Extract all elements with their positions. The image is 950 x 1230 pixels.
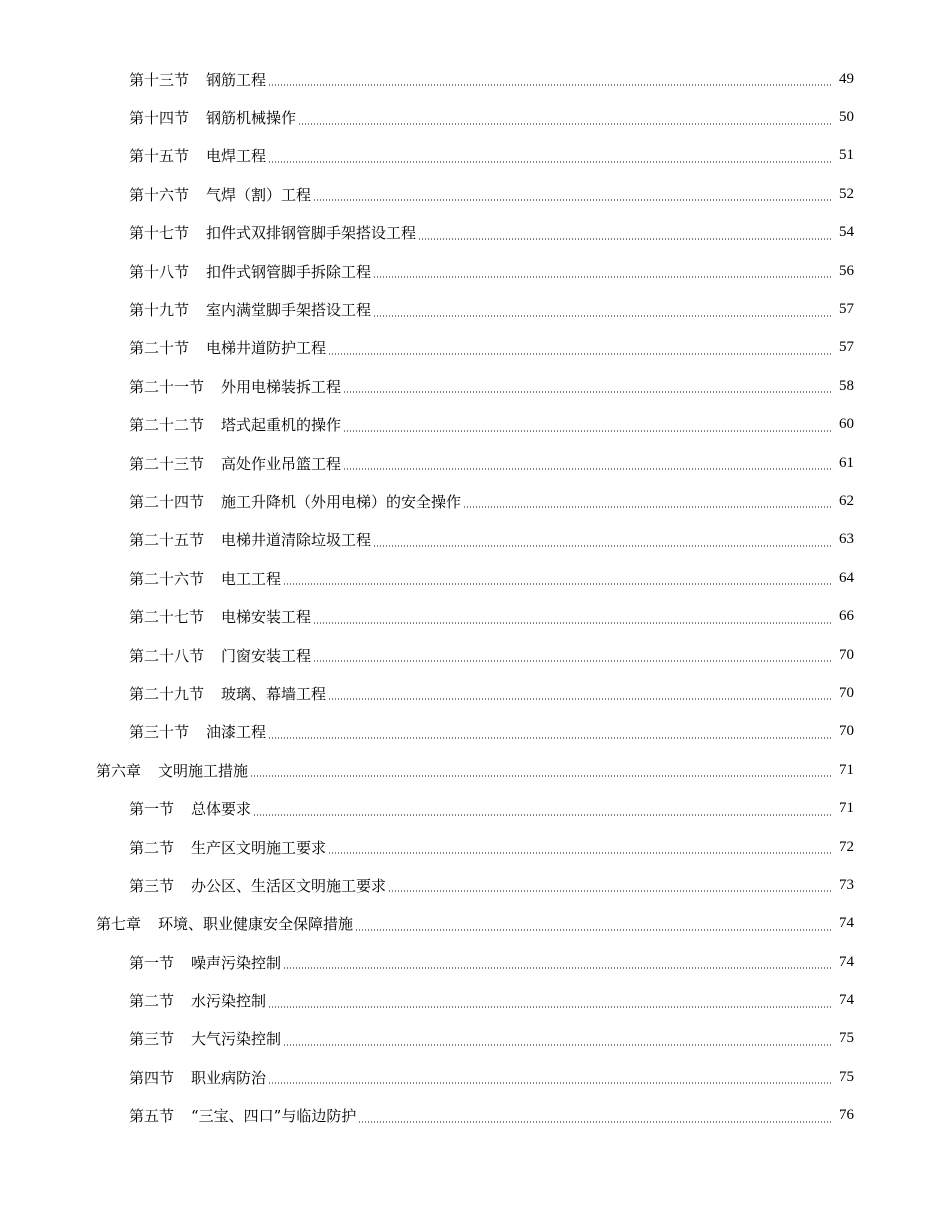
toc-page-number: 61 xyxy=(839,454,854,471)
toc-entry-number: 第六章 xyxy=(96,761,142,780)
toc-page-number: 56 xyxy=(839,262,854,279)
toc-section-entry[interactable] xyxy=(0,137,950,175)
toc-dot-leader xyxy=(358,1121,832,1123)
toc-dot-leader xyxy=(298,123,832,125)
toc-entry-number: 第十四节 xyxy=(129,109,190,128)
toc-page-number: 62 xyxy=(839,492,854,509)
toc-entry-title: 油漆工程 xyxy=(206,723,267,742)
toc-section-entry[interactable] xyxy=(0,1020,950,1058)
toc-entry-title: 气焊（割）工程 xyxy=(206,185,312,204)
toc-page-number: 70 xyxy=(839,684,854,701)
toc-entry-number: 第四节 xyxy=(129,1068,175,1087)
toc-entry-title: 门窗安装工程 xyxy=(221,646,312,665)
toc-entry-number: 第十八节 xyxy=(129,262,190,281)
table-of-contents xyxy=(0,60,950,1135)
toc-entry-title: 总体要求 xyxy=(191,800,252,819)
toc-entry-number: 第二十三节 xyxy=(129,454,205,473)
toc-entry-title: 外用电梯装拆工程 xyxy=(221,377,342,396)
toc-section-entry[interactable] xyxy=(0,482,950,520)
toc-entry-title: 文明施工措施 xyxy=(158,761,249,780)
toc-entry-title: 噪声污染控制 xyxy=(191,953,282,972)
toc-dot-leader xyxy=(463,506,832,508)
toc-entry-number: 第二节 xyxy=(129,838,175,857)
toc-dot-leader xyxy=(250,775,832,777)
toc-entry-number: 第二十六节 xyxy=(129,569,205,588)
toc-page-number: 58 xyxy=(839,377,854,394)
toc-entry-title: 扣件式双排钢管脚手架搭设工程 xyxy=(206,224,417,243)
toc-entry-number: 第二十二节 xyxy=(129,416,205,435)
toc-dot-leader xyxy=(268,1082,832,1084)
toc-section-entry[interactable] xyxy=(0,60,950,98)
toc-section-entry[interactable] xyxy=(0,444,950,482)
toc-entry-title: 大气污染控制 xyxy=(191,1030,282,1049)
toc-entry-title: 电梯井道清除垃圾工程 xyxy=(221,531,372,550)
toc-entry-number: 第二十八节 xyxy=(129,646,205,665)
toc-page-number: 70 xyxy=(839,723,854,740)
toc-dot-leader xyxy=(268,737,832,739)
toc-section-entry[interactable] xyxy=(0,252,950,290)
toc-entry-number: 第二十九节 xyxy=(129,684,205,703)
toc-page-number: 74 xyxy=(839,953,854,970)
toc-dot-leader xyxy=(253,814,832,816)
toc-page-number: 74 xyxy=(839,992,854,1009)
toc-entry-title: “三宝、四口”与临边防护 xyxy=(191,1107,357,1126)
toc-page-number: 75 xyxy=(839,1068,854,1085)
toc-section-entry[interactable] xyxy=(0,290,950,328)
toc-dot-leader xyxy=(313,199,832,201)
toc-dot-leader xyxy=(343,468,832,470)
toc-page-number: 51 xyxy=(839,147,854,164)
toc-entry-number: 第三十节 xyxy=(129,723,190,742)
toc-entry-number: 第二十节 xyxy=(129,339,190,358)
toc-entry-number: 第五节 xyxy=(129,1107,175,1126)
toc-entry-number: 第三节 xyxy=(129,876,175,895)
toc-section-entry[interactable] xyxy=(0,789,950,827)
toc-section-entry[interactable] xyxy=(0,98,950,136)
toc-section-entry[interactable] xyxy=(0,943,950,981)
toc-page-number: 75 xyxy=(839,1030,854,1047)
toc-dot-leader xyxy=(283,967,832,969)
toc-section-entry[interactable] xyxy=(0,981,950,1019)
toc-entry-number: 第二十一节 xyxy=(129,377,205,396)
toc-dot-leader xyxy=(328,698,832,700)
toc-section-entry[interactable] xyxy=(0,406,950,444)
toc-entry-number: 第十三节 xyxy=(129,70,190,89)
toc-entry-title: 电梯安装工程 xyxy=(221,608,312,627)
toc-page-number: 73 xyxy=(839,876,854,893)
toc-dot-leader xyxy=(328,852,832,854)
toc-entry-title: 电工工程 xyxy=(221,569,282,588)
toc-page-number: 49 xyxy=(839,70,854,87)
toc-entry-title: 水污染控制 xyxy=(191,992,267,1011)
toc-entry-title: 钢筋机械操作 xyxy=(206,109,297,128)
toc-dot-leader xyxy=(355,929,832,931)
toc-entry-number: 第十九节 xyxy=(129,301,190,320)
toc-dot-leader xyxy=(343,430,832,432)
toc-entry-title: 职业病防治 xyxy=(191,1068,267,1087)
toc-dot-leader xyxy=(283,1044,832,1046)
toc-page-number: 76 xyxy=(839,1107,854,1124)
toc-dot-leader xyxy=(343,391,832,393)
toc-page-number: 57 xyxy=(839,339,854,356)
toc-dot-leader xyxy=(373,276,832,278)
toc-page-number: 52 xyxy=(839,185,854,202)
toc-entry-title: 扣件式钢管脚手拆除工程 xyxy=(206,262,372,281)
toc-dot-leader xyxy=(268,1006,832,1008)
toc-dot-leader xyxy=(373,315,832,317)
toc-page-number: 71 xyxy=(839,800,854,817)
toc-entry-number: 第一节 xyxy=(129,800,175,819)
toc-entry-number: 第二十七节 xyxy=(129,608,205,627)
toc-entry-title: 办公区、生活区文明施工要求 xyxy=(191,876,387,895)
toc-entry-number: 第三节 xyxy=(129,1030,175,1049)
toc-entry-title: 电焊工程 xyxy=(206,147,267,166)
toc-page-number: 57 xyxy=(839,301,854,318)
toc-section-entry[interactable] xyxy=(0,636,950,674)
toc-dot-leader xyxy=(418,238,832,240)
toc-entry-number: 第十五节 xyxy=(129,147,190,166)
toc-entry-title: 电梯井道防护工程 xyxy=(206,339,327,358)
toc-dot-leader xyxy=(268,84,832,86)
toc-page-number: 72 xyxy=(839,838,854,855)
toc-section-entry[interactable] xyxy=(0,1058,950,1096)
toc-dot-leader xyxy=(283,583,832,585)
toc-entry-number: 第二十四节 xyxy=(129,492,205,511)
toc-section-entry[interactable] xyxy=(0,214,950,252)
toc-entry-number: 第二节 xyxy=(129,992,175,1011)
toc-section-entry[interactable] xyxy=(0,175,950,213)
toc-entry-title: 玻璃、幕墙工程 xyxy=(221,684,327,703)
toc-entry-title: 塔式起重机的操作 xyxy=(221,416,342,435)
toc-chapter-entry[interactable] xyxy=(0,905,950,943)
toc-entry-number: 第十六节 xyxy=(129,185,190,204)
toc-section-entry[interactable] xyxy=(0,367,950,405)
toc-entry-number: 第一节 xyxy=(129,953,175,972)
toc-dot-leader xyxy=(268,161,832,163)
toc-section-entry[interactable] xyxy=(0,521,950,559)
toc-entry-title: 施工升降机（外用电梯）的安全操作 xyxy=(221,492,462,511)
toc-dot-leader xyxy=(313,660,832,662)
toc-entry-number: 第十七节 xyxy=(129,224,190,243)
toc-page-number: 64 xyxy=(839,569,854,586)
toc-section-entry[interactable] xyxy=(0,674,950,712)
toc-entry-title: 环境、职业健康安全保障措施 xyxy=(158,915,354,934)
toc-entry-number: 第二十五节 xyxy=(129,531,205,550)
toc-entry-title: 生产区文明施工要求 xyxy=(191,838,327,857)
toc-section-entry[interactable] xyxy=(0,597,950,635)
toc-entry-number: 第七章 xyxy=(96,915,142,934)
toc-entry-title: 室内满堂脚手架搭设工程 xyxy=(206,301,372,320)
toc-chapter-entry[interactable] xyxy=(0,751,950,789)
toc-section-entry[interactable] xyxy=(0,866,950,904)
toc-dot-leader xyxy=(388,890,832,892)
toc-dot-leader xyxy=(373,545,832,547)
toc-page-number: 50 xyxy=(839,109,854,126)
toc-dot-leader xyxy=(328,353,832,355)
toc-page-number: 71 xyxy=(839,761,854,778)
toc-page-number: 74 xyxy=(839,915,854,932)
toc-page-number: 63 xyxy=(839,531,854,548)
toc-section-entry[interactable] xyxy=(0,1097,950,1135)
toc-page-number: 66 xyxy=(839,608,854,625)
toc-dot-leader xyxy=(313,622,832,624)
toc-section-entry[interactable] xyxy=(0,828,950,866)
toc-section-entry[interactable] xyxy=(0,559,950,597)
toc-entry-title: 高处作业吊篮工程 xyxy=(221,454,342,473)
toc-section-entry[interactable] xyxy=(0,713,950,751)
toc-page-number: 60 xyxy=(839,416,854,433)
toc-page-number: 54 xyxy=(839,224,854,241)
toc-section-entry[interactable] xyxy=(0,329,950,367)
toc-page-number: 70 xyxy=(839,646,854,663)
toc-entry-title: 钢筋工程 xyxy=(206,70,267,89)
